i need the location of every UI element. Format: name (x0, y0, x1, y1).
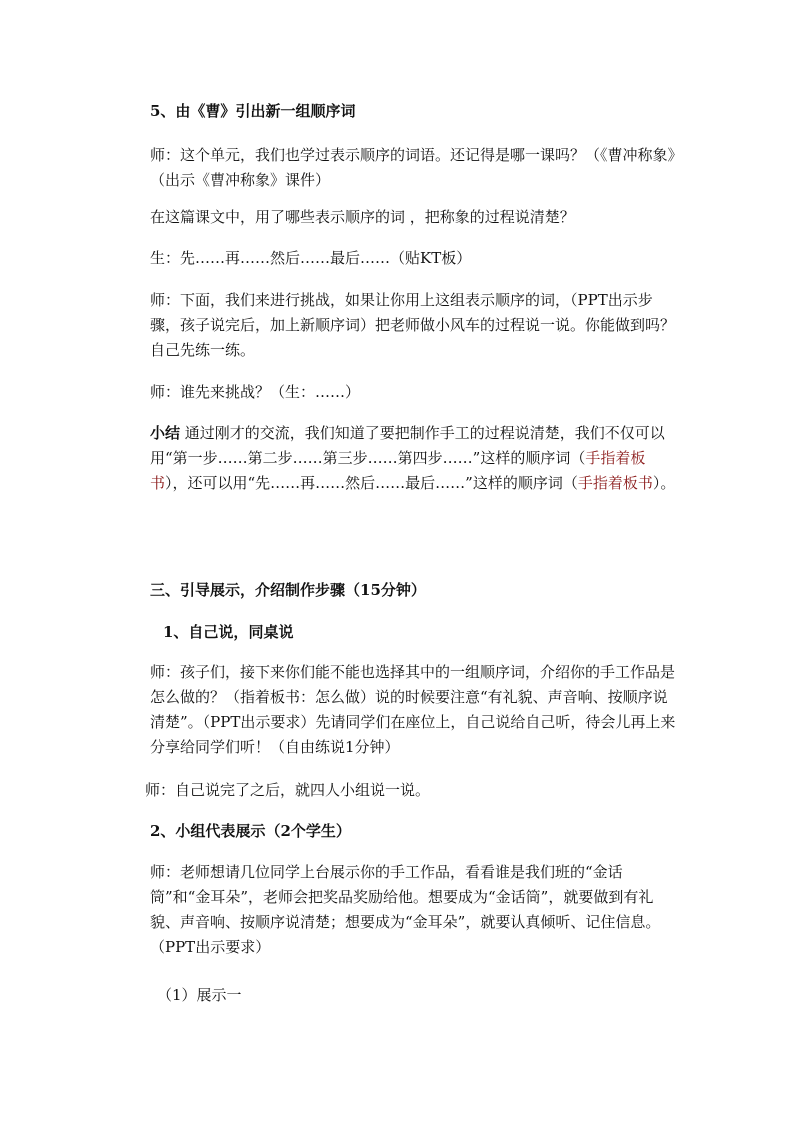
paragraph-teacher-1: 师：这个单元，我们也学过表示顺序的词语。还记得是哪一课吗？（《曹冲称象》（出示《曹冲称象》课件） (150, 146, 676, 189)
paragraph-teacher-5: 师：自己说完了之后，就四人小组说一说。 (145, 781, 431, 799)
subsection-2-heading: 2、小组代表展示（2个学生） (150, 822, 351, 840)
paragraph-student-1: 生：先……再……然后……最后……（贴KT板） (150, 249, 472, 267)
summary-text-1: 通过刚才的交流，我们知道了要把制作手工的过程说清楚，我们不仅可以用“第一步……第二步……第三步……第四步……”这样的顺序词（ (150, 424, 665, 467)
section-3-heading: 三、引导展示，介绍制作步骤（15分钟） (150, 581, 426, 599)
subsection-1-heading: 1、自己说，同桌说 (163, 623, 294, 641)
summary-note-2: 手指着板书 (577, 474, 653, 492)
paragraph-question: 在这篇课文中，用了哪些表示顺序的词 ，把称象的过程说清楚？ (150, 208, 575, 226)
paragraph-teacher-2: 师：下面，我们来进行挑战，如果让你用上这组表示顺序的词，（PPT出示步骤，孩子说完后，加上新顺序词）把老师做小风车的过程说一说。你能做到吗？自己先练一练。 (150, 291, 676, 359)
summary-label: 小结 (150, 424, 181, 442)
paragraph-teacher-4: 师：孩子们，接下来你们能不能也选择其中的一组顺序词，介绍你的手工作品是怎么做的？（指着板书：怎么做）说的时候要注意“有礼貌、声音响、按顺序说清楚”。（PPT出示要求）先请同学们在座位上，自己说给自己听，待会儿再上来分享给同学们听！（自由练说1分钟） (150, 663, 676, 756)
summary-text-3: ）。 (652, 474, 676, 492)
section-5-heading: 5、由《曹》引出新一组顺序词 (150, 102, 356, 120)
paragraph-showcase-1: （1）展示一 (157, 986, 242, 1004)
paragraph-teacher-3: 师：谁先来挑战？（生：……） (150, 383, 361, 401)
paragraph-teacher-6: 师：老师想请几位同学上台展示你的手工作品，看看谁是我们班的“金话筒”和“金耳朵”，老师会把奖品奖励给他。想要成为“金话筒”，就要做到有礼貌、声音响、按顺序说清楚；想要成为“金耳朵”，就要认真倾听、记住信息。（PPT出示要求） (150, 863, 661, 956)
summary-text-2: ），还可以用“先……再……然后……最后……”这样的顺序词（ (165, 474, 578, 492)
summary-note-1: 手指着板书 (150, 449, 646, 492)
paragraph-summary (150, 421, 680, 496)
